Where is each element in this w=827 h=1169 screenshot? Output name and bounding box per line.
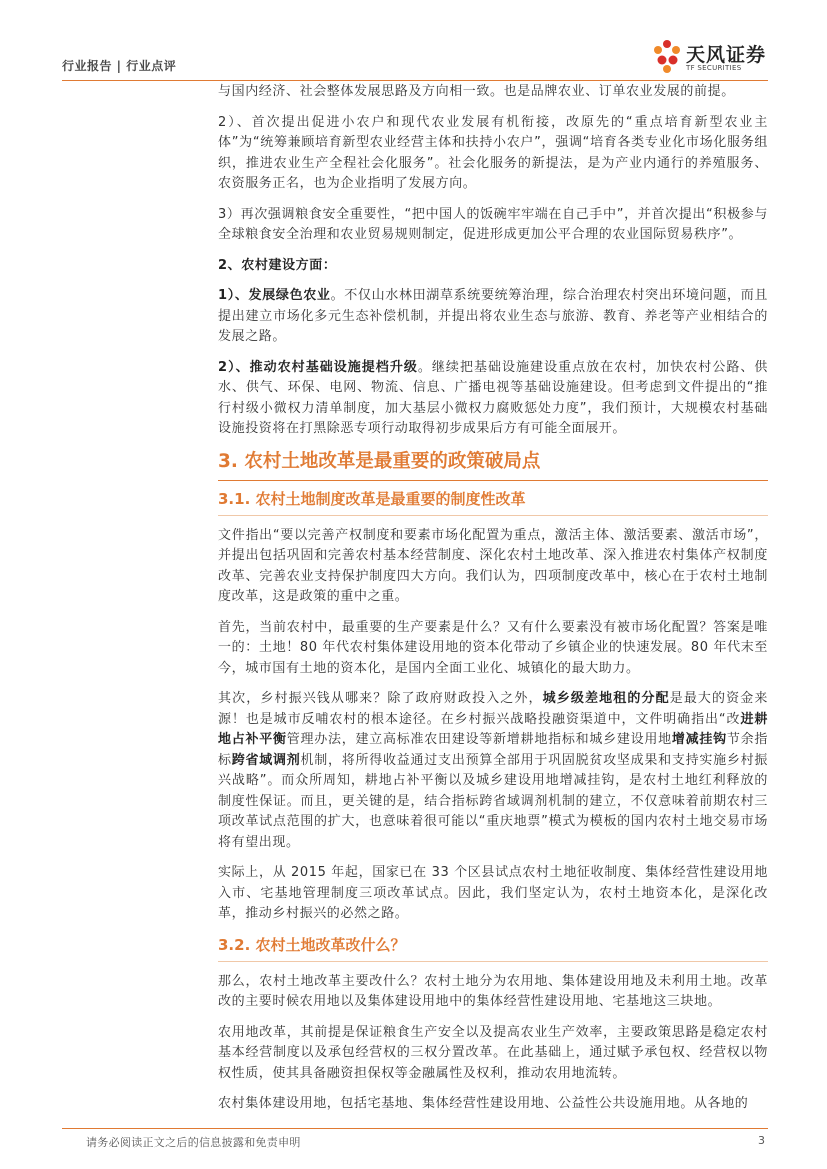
subsection-heading: 3.1. 农村土地制度改革是最重要的制度性改革 (218, 489, 768, 516)
paragraph-text: 。不仅山水林田湖草系统要统筹治理，综合治理农村突出环境问题，而且提出建立市场化多元生态补偿机制，并提出将农业生态与旅游、教育、养老等产业相结合的发展之路。 (218, 288, 768, 344)
section-heading: 3. 农村土地改革是最重要的政策破局点 (218, 450, 768, 481)
paragraph-text: 节余指标 (218, 732, 768, 768)
logo-subtitle: TF SECURITIES (686, 64, 742, 72)
paragraph: 首先，当前农村中，最重要的生产要素是什么？又有什么要素没有被市场化配置？答案是唯一的：土地！80 年代农村集体建设用地的资本化带动了乡镇企业的快速发展。80 年代末至今，城市国有土地的资本化，是国内全面工业化、城镇化的最大助力。 (218, 619, 768, 676)
paragraph-text: 其次，乡村振兴钱从哪来？除了政府财政投入之外， (218, 691, 543, 706)
bold-term: 增减挂钩 (671, 732, 727, 747)
tf-flower-logo-icon (650, 38, 684, 76)
paragraph (218, 689, 768, 853)
paragraph: 2）、首次提出促进小农户和现代农业发展有机衔接，改原先的“重点培育新型农业主体”为“统筹兼顾培育新型农业经营主体和扶持小农户”，强调“培育各类专业化市场化服务组织，推进农业生产全程社会化服务”。社会化服务的新提法，是为产业内通行的养殖服务、农资服务正名，也为企业指明了发展方向。 (218, 114, 768, 191)
paragraph (218, 286, 768, 348)
page-number: 3 (758, 1134, 765, 1147)
paragraph: 3）再次强调粮食安全重要性，“把中国人的饭碗牢牢端在自己手中”，并首次提出“积极参与全球粮食安全治理和农业贸易规则制定，促进形成更加公平合理的农业国际贸易秩序”。 (218, 206, 768, 242)
paragraph: 那么，农村土地改革主要改什么？农村土地分为农用地、集体建设用地及未利用土地。改革改的主要时候农用地以及集体建设用地中的集体经营性建设用地、宅基地这三块地。 (218, 973, 768, 1009)
paragraph: 与国内经济、社会整体发展思路及方向相一致。也是品牌农业、订单农业发展的前提。 (218, 84, 735, 99)
disclaimer-note: 请务必阅读正文之后的信息披露和免责申明 (86, 1136, 301, 1149)
subsection-heading: 3.2. 农村土地改革改什么？ (218, 935, 768, 962)
paragraph-text: 机制，将所得收益通过支出预算全部用于巩固脱贫攻坚成果和支持实施乡村振兴战略”。而众所周知，耕地占补平衡以及城乡建设用地增减挂钩，是农村土地红利释放的制度性保证。而且，更关键的是，结合指标跨省域调剂机制的建立，不仅意味着前期农村三项改革试点范围的扩大，也意味着很可能以“重庆地票”模式为模板的国内农村土地交易市场将有望出现。 (218, 752, 768, 850)
bold-lead: 2）、推动农村基础设施提档升级 (218, 359, 418, 375)
paragraph-text: 是最大的资金来源！也是城市反哺农村的根本途径。在乡村振兴战略投融资渠道中，文件明确指出“改 (218, 691, 768, 727)
paragraph: 农村集体建设用地，包括宅基地、集体经营性建设用地、公益性公共设施用地。从各地的 (218, 1096, 749, 1111)
footer-divider (62, 1128, 768, 1129)
paragraph-text: 。继续把基础设施建设重点放在农村，加快农村公路、供水、供气、环保、电网、物流、信息、广播电视等基础设施建设。但考虑到文件提出的“推行村级小微权力清单制度，加大基层小微权力腐败惩处力度”，我们预计，大规模农村基础设施投资将在打黑除恶专项行动取得初步成果后方有可能全面展开。 (218, 359, 768, 436)
subsection-label: 2、农村建设方面： (218, 257, 337, 273)
paragraph: 实际上，从 2015 年起，国家已在 33 个区县试点农村土地征收制度、集体经营性建设用地入市、宅基地管理制度三项改革试点。因此，我们坚定认为，农村土地资本化，是深化改革，推动乡村振兴的必然之路。 (218, 865, 768, 921)
logo-name: 天风证券 (686, 44, 767, 66)
paragraph: 农用地改革，其前提是保证粮食生产安全以及提高农业生产效率，主要政策思路是稳定农村基本经营制度以及承包经营权的三权分置改革。在此基础上，通过赋予承包权、经营权以物权性质，使其具备融资担保权等金融属性及权利，推动农用地流转。 (218, 1024, 768, 1081)
bold-term: 城乡级差地租的分配 (542, 691, 670, 706)
page-header (62, 38, 768, 80)
report-body (218, 80, 768, 1125)
paragraph-text: 管理办法，建立高标准农田建设等新增耕地指标和城乡建设用地 (286, 732, 672, 747)
bold-term: 跨省域调剂 (231, 752, 301, 768)
paragraph: 文件指出“要以完善产权制度和要素市场化配置为重点，激活主体、激活要素、激活市场”，并提出包括巩固和完善农村基本经营制度、深化农村土地改革、深入推进农村集体产权制度改革、完善农业支持保护制度四大方向。我们认为，四项制度改革中，核心在于农村土地制度改革，这是政策的重中之重。 (218, 527, 768, 604)
bold-term: 进耕地占补平衡 (218, 711, 768, 747)
tf-securities-logo (650, 38, 768, 78)
report-category-label: 行业报告 | 行业点评 (62, 59, 177, 73)
paragraph (218, 358, 768, 440)
bold-lead: 1）、发展绿色农业 (218, 288, 331, 303)
